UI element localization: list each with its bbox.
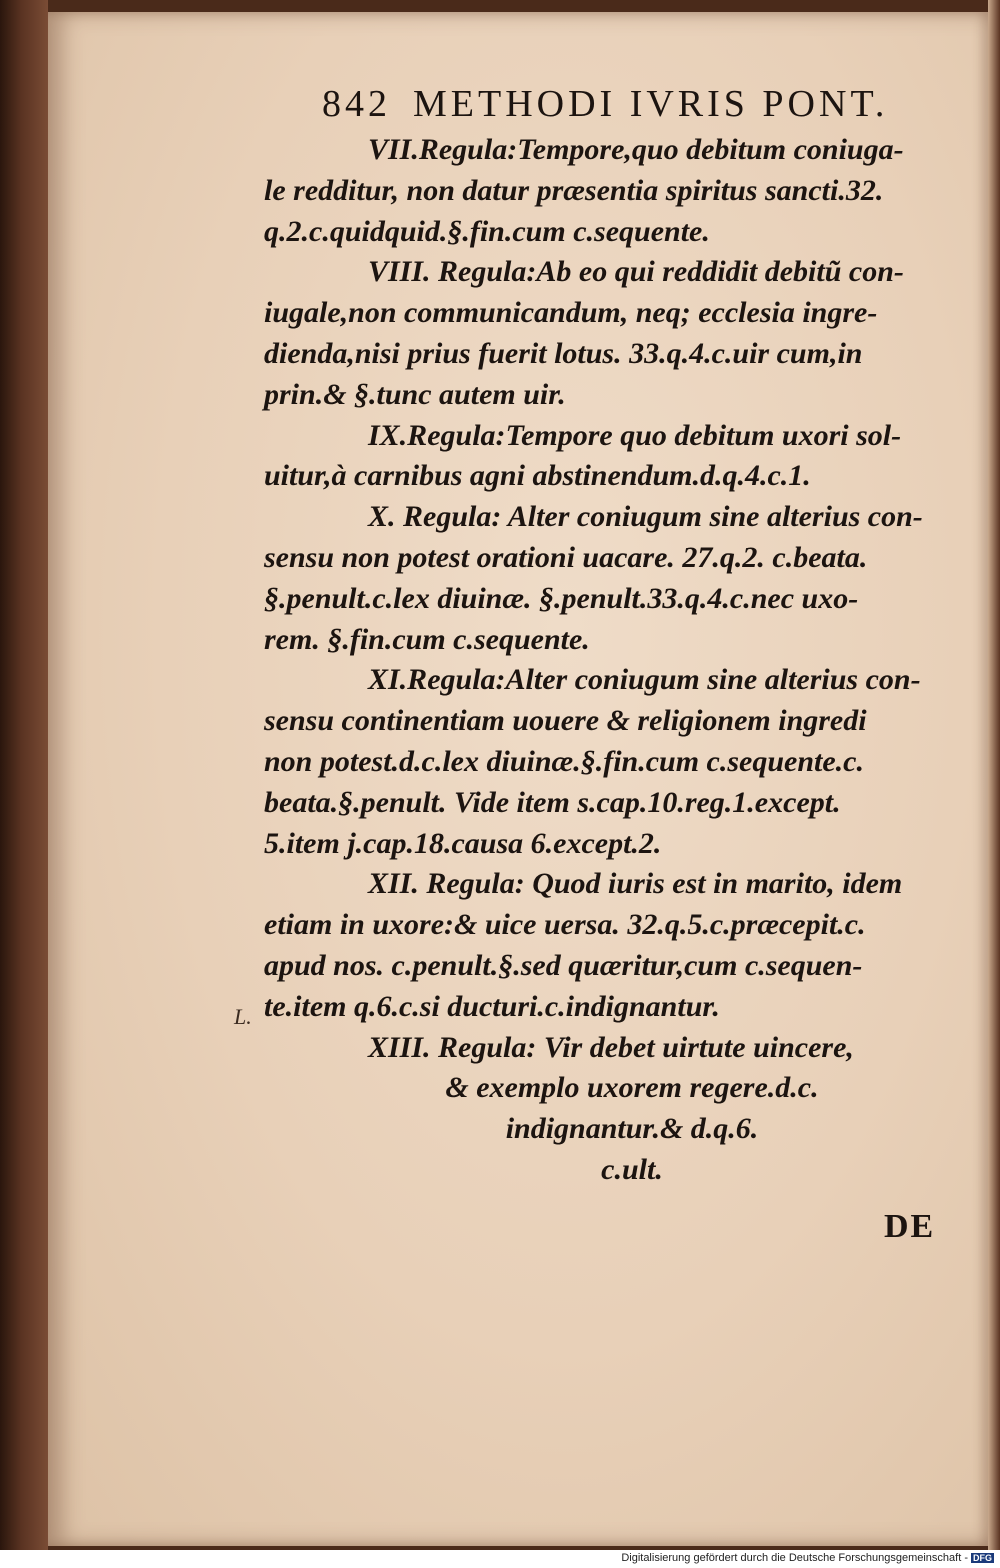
running-header — [322, 82, 942, 126]
text-line: le redditur, non datur præsentia spiritus sancti.32. — [264, 173, 884, 207]
text-line: X. Regula: Alter coniugum sine alterius con- — [368, 500, 923, 534]
rule-paragraph — [264, 130, 948, 252]
digitization-credit — [621, 1552, 994, 1564]
text-line: prin.& §.tunc autem uir. — [264, 377, 566, 411]
text-line: rem. §.fin.cum c.sequente. — [264, 622, 590, 656]
closing-block — [316, 1068, 948, 1190]
text-line: §.penult.c.lex diuinæ. §.penult.33.q.4.c.nec uxo- — [264, 581, 859, 615]
page-number: 842 — [322, 83, 391, 125]
text-line: XI.Regula:Alter coniugum sine alterius con- — [368, 663, 921, 697]
text-line: te.item q.6.c.si ducturi.c.indignantur. — [264, 989, 720, 1023]
text-line: non potest.d.c.lex diuinæ.§.fin.cum c.sequente.c. — [264, 744, 864, 778]
book-spine — [0, 0, 48, 1550]
running-title: METHODI IVRIS PONT. — [413, 83, 889, 125]
text-line: VIII. Regula:Ab eo qui reddidit debitũ con- — [368, 255, 904, 289]
credit-text: Digitalisierung gefördert durch die Deutsche Forschungsgemeinschaft - — [621, 1552, 968, 1564]
page-text — [264, 130, 948, 1191]
text-line: sensu non potest orationi uacare. 27.q.2. c.beata. — [264, 540, 868, 574]
text-line: VII.Regula:Tempore,quo debitum coniuga- — [368, 133, 904, 166]
rule-paragraph — [264, 864, 948, 1027]
dfg-logo: DFG — [973, 1553, 992, 1563]
margin-mark: L. — [234, 1004, 252, 1029]
rule-paragraph — [264, 416, 948, 498]
text-line: etiam in uxore:& uice uersa. 32.q.5.c.præcepit.c. — [264, 908, 866, 942]
rule-paragraph — [316, 1028, 948, 1069]
rule-paragraph — [264, 497, 948, 660]
rule-paragraph — [264, 660, 948, 864]
text-line: beata.§.penult. Vide item s.cap.10.reg.1.except. — [264, 785, 841, 819]
text-line: iugale,non communicandum, neq; ecclesia ingre- — [264, 296, 878, 330]
text-line: 5.item j.cap.18.causa 6.except.2. — [264, 826, 662, 860]
text-line: sensu continentiam uouere & religionem ingredi — [264, 704, 867, 738]
text-line: indignantur.& d.q.6. — [505, 1112, 759, 1146]
page-edge — [988, 0, 1000, 1550]
catchword: DE — [884, 1208, 936, 1245]
text-line: q.2.c.quidquid.§.fin.cum c.sequente. — [264, 214, 710, 248]
text-line: & exemplo uxorem regere.d.c. — [445, 1071, 819, 1105]
text-line: c.ult. — [601, 1152, 663, 1186]
text-line: XII. Regula: Quod iuris est in marito, idem — [368, 867, 903, 901]
text-line: uitur,à carnibus agni abstinendum.d.q.4.c.1. — [264, 459, 811, 493]
text-line: apud nos. c.penult.§.sed quæritur,cum c.sequen- — [264, 948, 863, 982]
text-line: XIII. Regula: Vir debet uirtute uincere, — [368, 1030, 854, 1064]
rule-paragraph — [264, 252, 948, 415]
text-line: dienda,nisi prius fuerit lotus. 33.q.4.c.uir cum,in — [264, 336, 863, 370]
text-line: IX.Regula:Tempore quo debitum uxori sol- — [368, 418, 902, 452]
